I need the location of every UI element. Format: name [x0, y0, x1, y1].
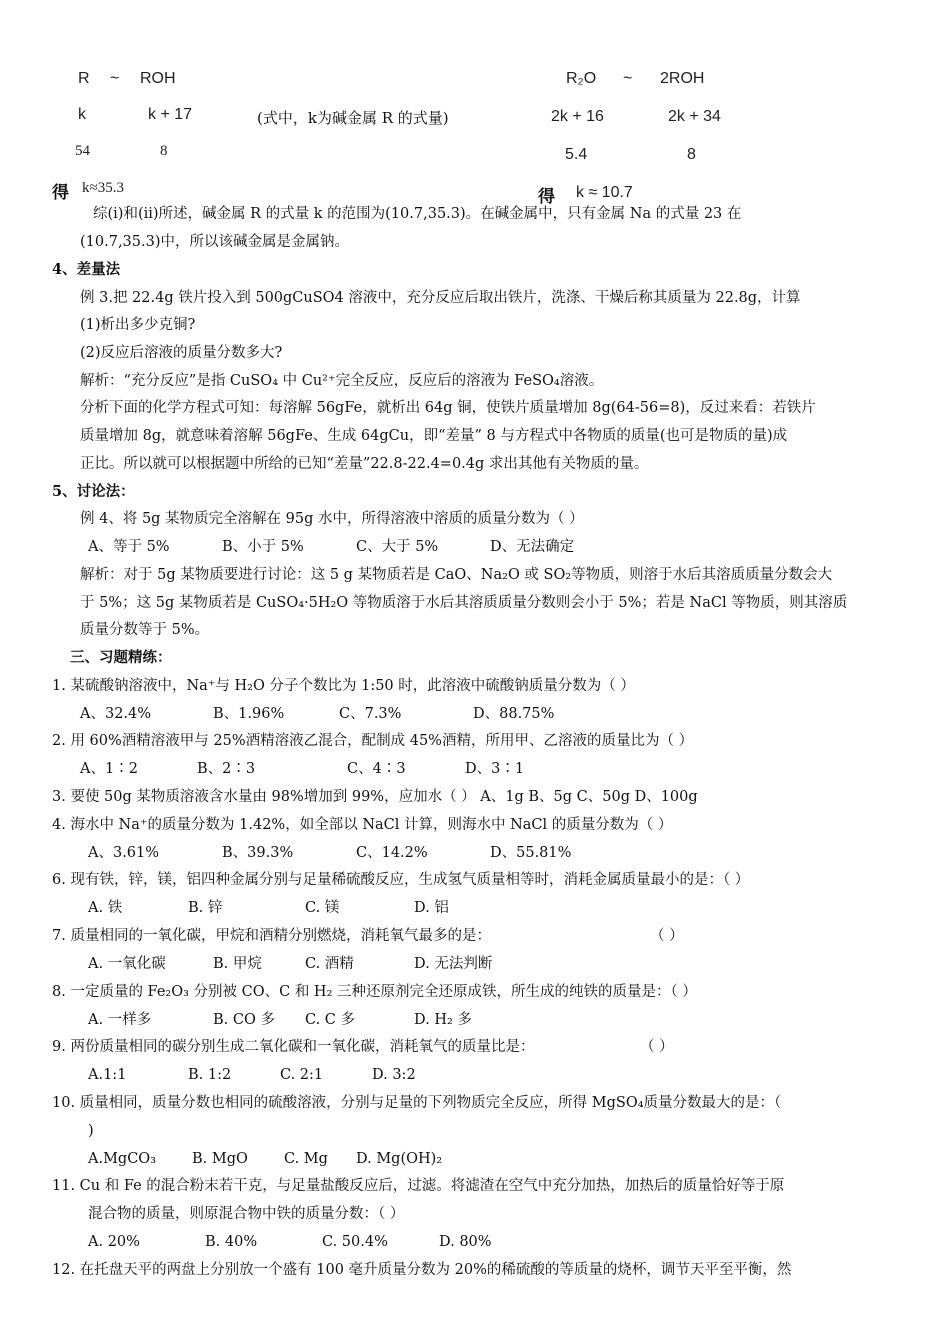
eq-right-r2o: R₂O	[566, 70, 597, 87]
question-9-blank: （ ）	[640, 1039, 674, 1055]
eq-left-de: 得	[52, 183, 69, 203]
question-1-options	[0, 703, 950, 725]
question-11-line-1: 11. Cu 和 Fe 的混合粉末若干克，与足量盐酸反应后，过滤。将滤渣在空气中充分加热，加热后的质量恰好等于原	[52, 1178, 785, 1194]
option-c: C. 50.4%	[322, 1234, 388, 1250]
option-a: A、3.61%	[88, 845, 160, 861]
option-b: B、39.3%	[222, 845, 294, 861]
example-3-analysis-2: 分析下面的化学方程式可知：每溶解 56gFe，就析出 64g 铜，使铁片质量增加 8g(64-56=8)，反过来看：若铁片	[80, 400, 816, 416]
option-c: C、大于 5%	[356, 539, 439, 555]
example-4-analysis-1: 解析：对于 5g 某物质要进行讨论：这 5 g 某物质若是 CaO、Na₂O 或 SO₂等物质，则溶于水后其溶质质量分数会大	[80, 567, 833, 583]
option-d: D. H₂ 多	[414, 1012, 472, 1028]
option-c: C. 镁	[305, 900, 340, 916]
option-d: D. Mg(OH)₂	[356, 1151, 443, 1167]
question-9: 9. 两份质量相同的碳分别生成二氧化碳和一氧化碳，消耗氧气的质量比是：	[52, 1039, 535, 1055]
eq-left-roh: ROH	[140, 70, 176, 87]
option-b: B. 锌	[188, 900, 223, 916]
section-3-heading: 三、习题精练：	[70, 649, 172, 666]
question-4-options	[0, 842, 950, 864]
question-3: 3. 要使 50g 某物质溶液含水量由 98%增加到 99%，应加水（ ） A、1g B、5g C、50g D、100g	[52, 789, 698, 805]
summary-line-2: (10.7,35.3)中，所以该碱金属是金属钠。	[80, 234, 349, 250]
option-b: B. 1:2	[188, 1067, 232, 1083]
eq-left-tilde: ~	[110, 70, 120, 87]
option-d: D、无法确定	[490, 539, 575, 555]
question-2-options	[0, 758, 950, 780]
question-6-options	[0, 897, 950, 919]
eq-right-de: 得	[538, 187, 555, 207]
question-10-close: )	[88, 1123, 94, 1139]
option-a: A、等于 5%	[88, 539, 170, 555]
eq-left-8: 8	[160, 143, 168, 159]
option-a: A. 铁	[88, 900, 123, 916]
question-9-options	[0, 1064, 950, 1086]
option-a: A. 一样多	[88, 1012, 152, 1028]
question-8: 8. 一定质量的 Fe₂O₃ 分别被 CO、C 和 H₂ 三种还原剂完全还原成铁，所生成的纯铁的质量是：（ ）	[52, 984, 697, 1000]
example-3-analysis-3: 质量增加 8g，就意味着溶解 56gFe、生成 64gCu，即“差量” 8 与方程式中各物质的质量(也可是物质的量)成	[80, 428, 788, 444]
section-4-heading: 4、差量法	[52, 261, 121, 278]
option-d: D、3∶1	[465, 761, 525, 777]
option-a: A.1:1	[88, 1067, 127, 1083]
eq-left-result: k≈35.3	[82, 180, 124, 196]
option-c: C. Mg	[284, 1151, 328, 1167]
example-4-analysis-3: 质量分数等于 5%。	[80, 622, 210, 638]
example-3-analysis-1: 解析：“充分反应”是指 CuSO₄ 中 Cu²⁺完全反应，反应后的溶液为 FeSO₄溶液。	[80, 373, 604, 389]
example-4-question: 例 4、将 5g 某物质完全溶解在 95g 水中，所得溶液中溶质的质量分数为（ ）	[80, 511, 584, 527]
eq-right-2k16: 2k + 16	[551, 108, 604, 125]
question-7-options	[0, 953, 950, 975]
eq-left-k17: k + 17	[148, 106, 193, 123]
eq-left-54: 54	[75, 143, 90, 159]
option-c: C、14.2%	[356, 845, 428, 861]
option-d: D. 无法判断	[414, 956, 493, 972]
option-a: A. 20%	[88, 1234, 140, 1250]
option-b: B. 甲烷	[213, 956, 262, 972]
eq-note: (式中，k为碱金属 R 的式量)	[257, 109, 449, 127]
eq-right-2k34: 2k + 34	[668, 108, 721, 125]
option-c: C、4∶3	[347, 761, 406, 777]
question-7: 7. 质量相同的一氧化碳，甲烷和酒精分别燃烧，消耗氧气最多的是：	[52, 928, 491, 944]
option-b: B. CO 多	[213, 1012, 275, 1028]
option-b: B、小于 5%	[222, 539, 304, 555]
question-2: 2. 用 60%酒精溶液甲与 25%酒精溶液乙混合，配制成 45%酒精，所用甲、乙溶液的质量比为（ ）	[52, 733, 694, 749]
summary-line-1: 综(i)和(ii)所述，碱金属 R 的式量 k 的范围为(10.7,35.3)。在碱金属中，只有金属 Na 的式量 23 在	[93, 206, 742, 222]
eq-right-2roh: 2ROH	[660, 70, 705, 87]
eq-right-tilde: ~	[623, 70, 633, 87]
example-4-options	[0, 536, 950, 558]
example-4-analysis-2: 于 5%；这 5g 某物质若是 CuSO₄·5H₂O 等物质溶于水后其溶质质量分数则会小于 5%；若是 NaCl 等物质，则其溶质	[80, 595, 848, 611]
question-12: 12. 在托盘天平的两盘上分别放一个盛有 100 毫升质量分数为 20%的稀硫酸的等质量的烧杯，调节天平至平衡，然	[52, 1262, 792, 1278]
eq-left-k: k	[78, 106, 86, 123]
section-5-heading: 5、讨论法：	[52, 483, 135, 500]
option-a: A、32.4%	[80, 706, 152, 722]
question-4: 4. 海水中 Na⁺的质量分数为 1.42%，如全部以 NaCl 计算，则海水中 NaCl 的质量分数为（ ）	[52, 817, 673, 833]
question-7-blank: （ ）	[650, 928, 684, 944]
question-10: 10. 质量相同，质量分数也相同的硫酸溶液，分别与足量的下列物质完全反应，所得 MgSO₄质量分数最大的是：（	[52, 1095, 782, 1111]
option-d: D、88.75%	[473, 706, 555, 722]
option-d: D、55.81%	[490, 845, 572, 861]
eq-right-8: 8	[687, 146, 696, 163]
question-6: 6. 现有铁，锌，镁，铝四种金属分别与足量稀硫酸反应，生成氢气质量相等时，消耗金属质量最小的是：（ ）	[52, 872, 750, 888]
option-a: A、1∶2	[80, 761, 138, 777]
option-b: B. MgO	[192, 1151, 248, 1167]
question-10-options	[0, 1148, 950, 1170]
option-b: B、2∶3	[197, 761, 256, 777]
example-3-question: 例 3.把 22.4g 铁片投入到 500gCuSO4 溶液中，充分反应后取出铁片，洗涤、干燥后称其质量为 22.8g，计算	[80, 290, 801, 306]
question-1: 1. 某硫酸钠溶液中，Na⁺与 H₂O 分子个数比为 1:50 时，此溶液中硫酸钠质量分数为（ ）	[52, 678, 635, 694]
example-3-part-1: (1)析出多少克铜?	[80, 317, 196, 333]
eq-right-result: k ≈ 10.7	[576, 184, 633, 201]
option-c: C. 2:1	[280, 1067, 324, 1083]
option-d: D. 铝	[414, 900, 449, 916]
example-3-part-2: (2)反应后溶液的质量分数多大?	[80, 345, 283, 361]
option-d: D. 3:2	[372, 1067, 416, 1083]
question-11-line-2: 混合物的质量，则原混合物中铁的质量分数：（ ）	[88, 1206, 405, 1222]
option-c: C. C 多	[305, 1012, 355, 1028]
question-11-options	[0, 1231, 950, 1253]
option-b: B、1.96%	[213, 706, 285, 722]
eq-left-r: R	[78, 70, 90, 87]
option-a: A. 一氧化碳	[88, 956, 166, 972]
eq-right-54: 5.4	[565, 146, 588, 163]
option-a: A.MgCO₃	[88, 1151, 157, 1167]
option-c: C. 酒精	[305, 956, 354, 972]
example-3-analysis-4: 正比。所以就可以根据题中所给的已知“差量”22.8-22.4=0.4g 求出其他有关物质的量。	[80, 456, 649, 472]
option-d: D. 80%	[439, 1234, 492, 1250]
option-c: C、7.3%	[339, 706, 402, 722]
option-b: B. 40%	[205, 1234, 258, 1250]
question-8-options	[0, 1009, 950, 1031]
